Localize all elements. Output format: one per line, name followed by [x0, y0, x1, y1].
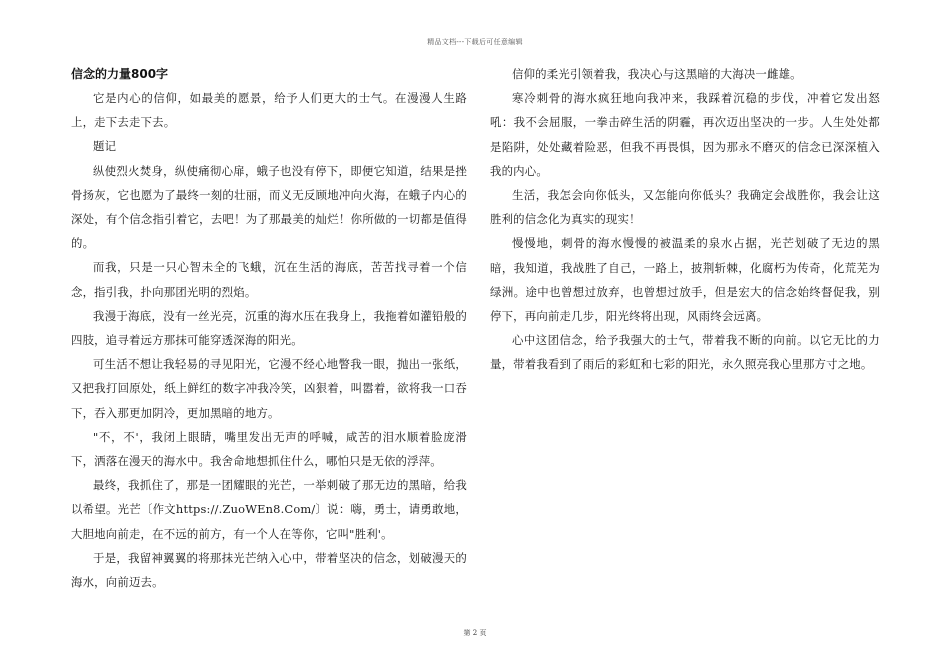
paragraph: 寒冷刺骨的海水疯狂地向我冲来，我踩着沉稳的步伐，冲着它发出怒吼：我不会屈服，一拳击碎生活的阴霾，再次迈出坚决的一步。人生处处都是陷阱，处处藏着险恶，但我不再畏惧，因为那永不磨灭的信念已深深植入我的内心。 — [490, 91, 880, 178]
paragraph: 我漫于海底，没有一丝光亮，沉重的海水压在我身上，我拖着如灌铅般的四肢，追寻着远方那抹可能穿透深海的阳光。 — [71, 308, 467, 348]
paragraph: 心中这团信念，给予我强大的士气，带着我不断的向前。以它无比的力量，带着我看到了雨后的彩虹和七彩的阳光，永久照亮我心里那方寸之地。 — [490, 333, 880, 372]
paragraph: 最终，我抓住了，那是一团耀眼的光芒，一举刺破了那无边的黑暗，给我以希望。光芒〔作文https://.ZuoWEn8.Com/〕说：嗨，勇士，请勇敢地，大胆地向前走，在不远的前方，有一个人在等你，它叫"胜利'。 — [71, 478, 467, 541]
paragraph: 它是内心的信仰，如最美的愿景，给予人们更大的士气。在漫漫人生路上，走下去走下去。 — [71, 91, 467, 130]
left-column — [71, 62, 467, 594]
article-title: 信念的力量800字 — [71, 67, 169, 81]
paragraph: 慢慢地，刺骨的海水慢慢的被温柔的泉水占据，光芒划破了无边的黑暗，我知道，我战胜了自己，一路上，披荆斩棘，化腐朽为传奇，化荒芜为绿洲。途中也曾想过放弃，也曾想过放手，但是宏大的信念始终督促我，别停下，再向前走几步，阳光终将出现，风雨终会远离。 — [490, 236, 880, 324]
paragraph: 而我，只是一只心智未全的飞蛾，沉在生活的海底，苦苦找寻着一个信念，指引我，扑向那团光明的烈焰。 — [71, 260, 467, 299]
paragraph: "不，不'，我闭上眼睛，嘴里发出无声的呼喊，咸苦的泪水顺着脸庞滑下，洒落在漫天的海水中。我舍命地想抓住什么，哪怕只是无依的浮萍。 — [71, 429, 467, 469]
paragraph: 生活，我怎会向你低头，又怎能向你低头？我确定会战胜你，我会让这胜利的信念化为真实的现实！ — [490, 188, 880, 227]
epigraph-label: 题记 — [93, 139, 117, 154]
header-note: 精品文档---下载后可任意编辑 — [427, 38, 523, 46]
paragraph: 于是，我留神翼翼的将那抹光芒纳入心中，带着坚决的信念，划破漫天的海水，向前迈去。 — [71, 550, 467, 590]
right-column — [490, 62, 880, 377]
paragraph: 可生活不想让我轻易的寻见阳光，它漫不经心地瞥我一眼，抛出一张纸，又把我打回原处，纸上鲜红的数字冲我冷笑，凶狠着，叫嚣着，欲将我一口吞下，吞入那更加阴冷，更加黑暗的地方。 — [71, 357, 467, 420]
paragraph: 纵使烈火焚身，纵使痛彻心扉，蛾子也没有停下，即便它知道，结果是挫骨扬灰，它也愿为了最终一刻的壮丽，而义无反顾地冲向火海，在蛾子内心的深处，有个信念指引着它，去吧！为了那最美的灿烂！你所做的一切都是值得的。 — [71, 163, 467, 251]
paragraph: 信仰的柔光引领着我，我决心与这黑暗的大海决一雌雄。 — [512, 67, 802, 81]
page-number: 第 2 页 — [463, 629, 487, 637]
